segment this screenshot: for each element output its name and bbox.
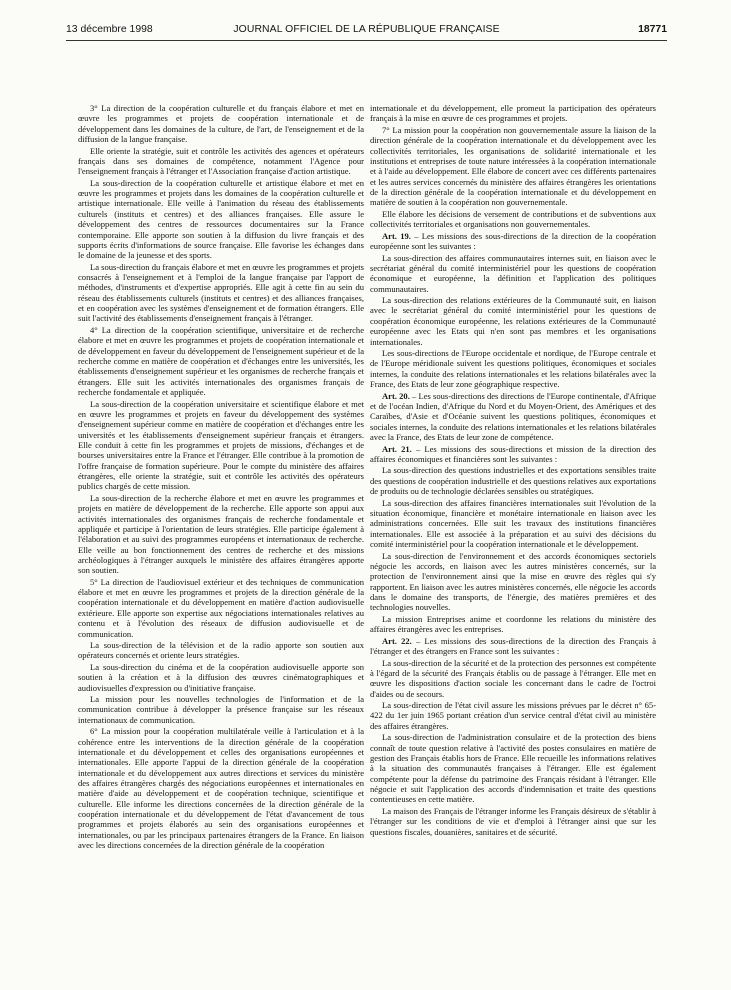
paragraph: La sous-direction de la sécurité et de la protection des personnes est compétente à l'égard de la sécurité des Français établis ou de passage à l'étranger. Elle met en œuvre les dispositions d'action sociale les concernant dans le cadre de l'octroi d'aides ou de secours. [370, 657, 656, 699]
paragraph: Elle élabore les décisions de versement de contributions et de subventions aux collectivités territoriales et organisations non gouvernementales. [370, 208, 656, 230]
article-22 [370, 636, 656, 657]
paragraph: La sous-direction de l'état civil assure les missions prévues par le décret n° 65-422 du 1er juin 1965 portant création d'un service central d'état civil au ministère des affaires étrangères. [370, 700, 656, 731]
paragraph: 7° La mission pour la coopération non gouvernementale assure la liaison de la direction générale de la coopération internationale et du développement avec les collectivités territoriales, les organisations de solidarité internationale et les institutions et entreprises de toute nature intéressées à la coopération internationale et à l'aide au développement. Elle élabore de concert avec ces différents partenaires et les autres services concernés du ministère des affaires étrangères les orientations de la direction générale de la coopération internationale et du développement en matière de soutien à la coopération non gouvernementale. [370, 124, 656, 208]
article-20-text: – Les sous-directions des directions de l'Europe continentale, d'Afrique et de l'océan Indien, d'Afrique du Nord et du Moyen-Orient, des Amériques et des Caraïbes, d'Asie et d'Océanie suivent les questions politiques, économiques et sociales internes, la conduite des relations internationales et les relations bilatérales avec la France, des Etats de leur zone de compétence. [370, 390, 656, 442]
issue-date: 13 décembre 1998 [66, 24, 153, 35]
paragraph: La sous-direction de l'environnement et des accords économiques sectoriels négocie les accords, en liaison avec les autres ministères concernés, sur la protection de l'environnement ainsi que la mise en œuvre des règles qui s'y rapportent. En liaison avec les autres ministères concernés, elle négocie les accords dans le domaine des transports, de l'énergie, des matières premières et des technologies nouvelles. [370, 550, 656, 613]
article-21-intro: – Les missions des sous-directions et mission de la direction des affaires économiques et financières sont les suivantes : [370, 443, 656, 464]
article-20-label: Art. 20. [382, 390, 410, 401]
paragraph: La mission Entreprises anime et coordonne les relations du ministère des affaires étrangères avec les entreprises. [370, 613, 656, 635]
paragraph: 5° La direction de l'audiovisuel extérieur et des techniques de communication élabore et met en œuvre les programmes et projets de la direction générale de la coopération internationale et du développement en matière d'action audiovisuelle extérieure. Elle apporte son expertise aux négociations internationales relatives au contenu et à l'évolution des réseaux de diffusion audiovisuelle et de communication. [78, 576, 364, 639]
paragraph: La mission pour les nouvelles technologies de l'information et de la communication contribue à développer la présence française sur les réseaux internationaux de communication. [78, 694, 364, 725]
article-20 [370, 391, 656, 443]
left-column [78, 103, 364, 852]
page-header [66, 24, 667, 41]
paragraph: La maison des Français de l'étranger informe les Français désireux de s'établir à l'étranger sur les conditions de vie et d'emploi à l'étranger ainsi que sur les questions fiscales, douanières, sanitaires et de sécurité. [370, 805, 656, 837]
paragraph: Les sous-directions de l'Europe occidentale et nordique, de l'Europe centrale et de l'Europe méridionale suivent les questions politiques, économiques et sociales internes, la conduite des relations internationales et les relations bilatérales avec la France, des Etats de leur zone géographique respective. [370, 348, 656, 390]
paragraph: La sous-direction du français élabore et met en œuvre les programmes et projets consacrés à l'enseignement et à l'emploi de la langue française par l'apport de méthodes, d'instruments et d'expertise appropriés. Elle agit à cette fin au sein du réseau des établissements culturels (instituts et centres) et des alliances françaises, et en coopération avec les systèmes d'enseignement et de formation étrangers. Elle suit l'activité des établissements d'enseignement français à l'étranger. [78, 261, 364, 324]
paragraph: La sous-direction des affaires communautaires internes suit, en liaison avec le secrétariat général du comité interministériel pour les questions de coopération économique et européenne, la définition et l'application des politiques communautaires. [370, 252, 656, 294]
article-19-intro: – Les missions des sous-directions de la direction de la coopération européenne sont les suivantes : [370, 230, 657, 252]
paragraph-continuation: internationale et du développement, elle promeut la participation des opérateurs français à la mise en œuvre de ces programmes et projets. [370, 103, 656, 124]
article-22-label: Art. 22. [382, 635, 412, 646]
article-19-label: Art. 19. [382, 230, 411, 241]
paragraph: La sous-direction des questions industrielles et des exportations sensibles traite des questions de coopération industrielle et des questions relatives aux exportations de produits ou de technologie déclarées sensibles ou stratégiques. [370, 465, 656, 497]
paragraph: La sous-direction de la télévision et de la radio apporte son soutien aux opérateurs concernés et oriente leurs stratégies. [78, 640, 364, 661]
paragraph: La sous-direction des affaires financières internationales suit l'évolution de la situation économique, financière et monétaire internationale en liaison avec les administrations concernées. Elle suit les travaux des institutions financières internationales. Elle est associée à la préparation et au suivi des décisions du comité interministériel pour la coopération internationale et le développement. [370, 497, 656, 549]
right-column [370, 103, 656, 838]
paragraph: La sous-direction de la coopération universitaire et scientifique élabore et met en œuvre les programmes et projets en faveur du développement des systèmes d'enseignement supérieur comme en matière de coopération et d'échanges entre les universités et les établissements d'enseignement supérieur français et étrangers. Elle conduit à cette fin les programmes et projets de missions, d'échanges et de bourses universitaires entre la France et l'étranger. Elle contribue à la promotion de l'offre française de formation supérieure. Pour le compte du ministère des affaires étrangères, elle oriente la stratégie, suit et contrôle les activités des opérateurs publics chargés de cette mission. [78, 398, 364, 492]
page-number: 18771 [638, 24, 667, 35]
article-19 [370, 231, 656, 252]
paragraph: La sous-direction des relations extérieures de la Communauté suit, en liaison avec le secrétariat général du comité interministériel pour les questions de coopération économique européenne, les relations extérieures de la Communauté européenne avec les Etats qui n'en sont pas membres et les organisations internationales. [370, 295, 656, 347]
paragraph: 4° La direction de la coopération scientifique, universitaire et de recherche élabore et met en œuvre les programmes et projets de coopération internationale et de développement en faveur du développement de l'enseignement supérieur et de la recherche comme en matière de coopération et d'échanges entre les universités, les établissements d'enseignement supérieur et les organismes de recherche français et étrangers. Elle suit les activités internationales des organismes français de recherche fondamentale et appliquée. [78, 324, 364, 398]
paragraph: La sous-direction de la coopération culturelle et artistique élabore et met en œuvre les programmes et projets dans les domaines de la coopération culturelle et artistique internationale. Elle veille à l'animation du réseau des établissements culturels (instituts et centres) et des alliances françaises. Elle assure le développement des centres de ressources documentaires sur la France contemporaine. Elle apporte son soutien à la diffusion du livre français et des supports écrits d'informations de source française. Elle favorise les échanges dans le domaine de la jeunesse et des sports. [78, 177, 364, 261]
paragraph: Elle oriente la stratégie, suit et contrôle les activités des agences et opérateurs français dans ses domaines de compétence, notamment l'Agence pour l'enseignement français à l'étranger et l'Association française d'action artistique. [78, 145, 364, 177]
article-21 [370, 444, 656, 465]
paragraph: 3° La direction de la coopération culturelle et du français élabore et met en œuvre les programmes et projets de coopération internationale et de développement dans les domaines de la culture, de l'art, de l'enseignement et de la diffusion de la langue française. [78, 103, 364, 145]
article-21-label: Art. 21. [382, 443, 412, 454]
journal-title: JOURNAL OFFICIEL DE LA RÉPUBLIQUE FRANÇAISE [233, 24, 500, 35]
paragraph: La sous-direction de l'administration consulaire et de la protection des biens connaît de toute question relative à l'activité des postes consulaires en matière de gestion des Français établis hors de France. Elle recueille les informations relatives à la situation des communautés françaises à l'étranger. Elle est également compétente pour la défense du patrimoine des Français résidant à l'étranger. Elle négocie et suit l'application des accords d'indemnisation et traite des questions contentieuses en cette matière. [370, 732, 656, 805]
article-22-intro: – Les missions des sous-directions de la direction des Français à l'étranger et des étrangers en France sont les suivantes : [370, 635, 656, 656]
paragraph: La sous-direction de la recherche élabore et met en œuvre les programmes et projets en matière de développement de la recherche. Elle apporte son appui aux activités internationales des organismes français de recherche fondamentale et appliquée et participe à l'orientation de leurs stratégies. Elle participe également à l'élaboration et au suivi des programmes européens et internationaux de recherche. Elle veille au bon fonctionnement des centres de recherche et des missions archéologiques à l'étranger auxquels le ministère des affaires étrangères apporte son soutien. [78, 492, 364, 576]
paragraph: 6° La mission pour la coopération multilatérale veille à l'articulation et à la cohérence entre les interventions de la direction générale de la coopération internationale et du développement et celles des organisations européennes et internationales. Elle apporte l'appui de la direction générale de la coopération internationale et du développement aux autres directions et services du ministère des affaires étrangères chargés des négociations européennes et internationales en matière d'aide au développement et de coopération technique, scientifique et culturelle. Elle informe les directions concernées de la direction générale de la coopération internationale et du développement de l'état d'avancement de tous programmes et projets élaborés au sein des organisations européennes et internationales, ou par les principaux partenaires étrangers de la France. En liaison avec les directions concernées de la direction générale de la coopération [78, 726, 364, 851]
paragraph: La sous-direction du cinéma et de la coopération audiovisuelle apporte son soutien à la création et à la diffusion des œuvres cinématographiques et audiovisuelles d'expression ou d'initiative française. [78, 661, 364, 693]
